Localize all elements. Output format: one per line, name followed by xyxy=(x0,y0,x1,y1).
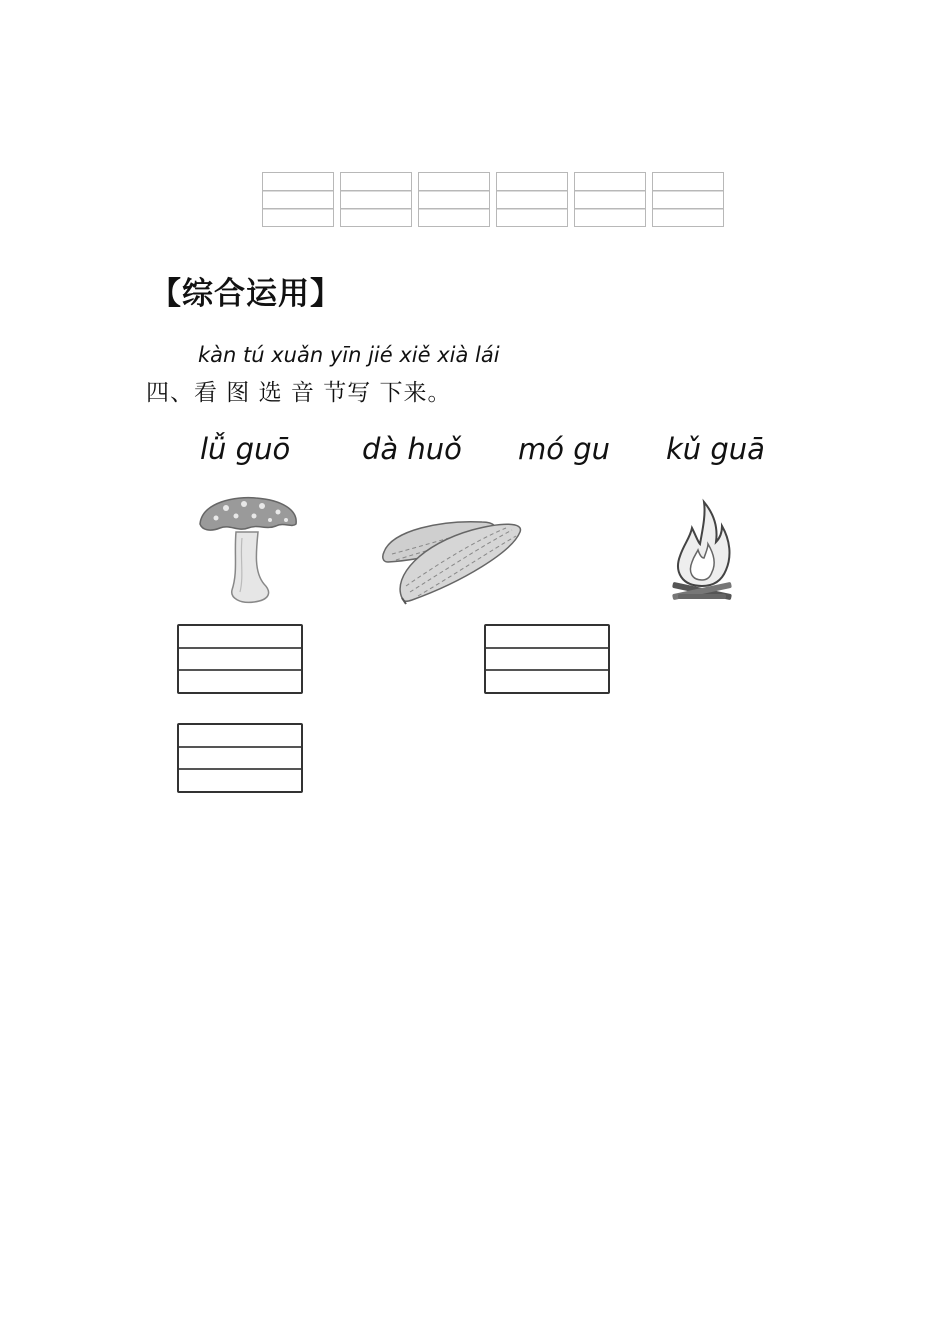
bitter-melon-icon xyxy=(382,516,524,606)
question-text: 四、看 图 选 音 节写 下来。 xyxy=(146,380,452,406)
writing-cell[interactable] xyxy=(262,172,334,227)
word-option-3: mó gu xyxy=(518,432,610,466)
section-title: 【综合运用】 xyxy=(150,276,342,312)
word-option-4: kǔ guā xyxy=(666,432,765,466)
word-option-1: lǚ guō xyxy=(200,432,291,466)
writing-cell[interactable] xyxy=(340,172,412,227)
mushroom-icon xyxy=(196,494,300,606)
question-pinyin: kàn tú xuǎn yīn jié xiě xià lái xyxy=(198,343,500,367)
writing-cell[interactable] xyxy=(574,172,646,227)
answer-box-1[interactable] xyxy=(177,624,303,694)
writing-cell[interactable] xyxy=(418,172,490,227)
top-writing-grid xyxy=(262,172,724,227)
writing-cell[interactable] xyxy=(652,172,724,227)
word-option-2: dà huǒ xyxy=(362,432,462,466)
answer-box-2[interactable] xyxy=(484,624,610,694)
campfire-icon xyxy=(668,498,736,604)
answer-box-3[interactable] xyxy=(177,723,303,793)
writing-cell[interactable] xyxy=(496,172,568,227)
